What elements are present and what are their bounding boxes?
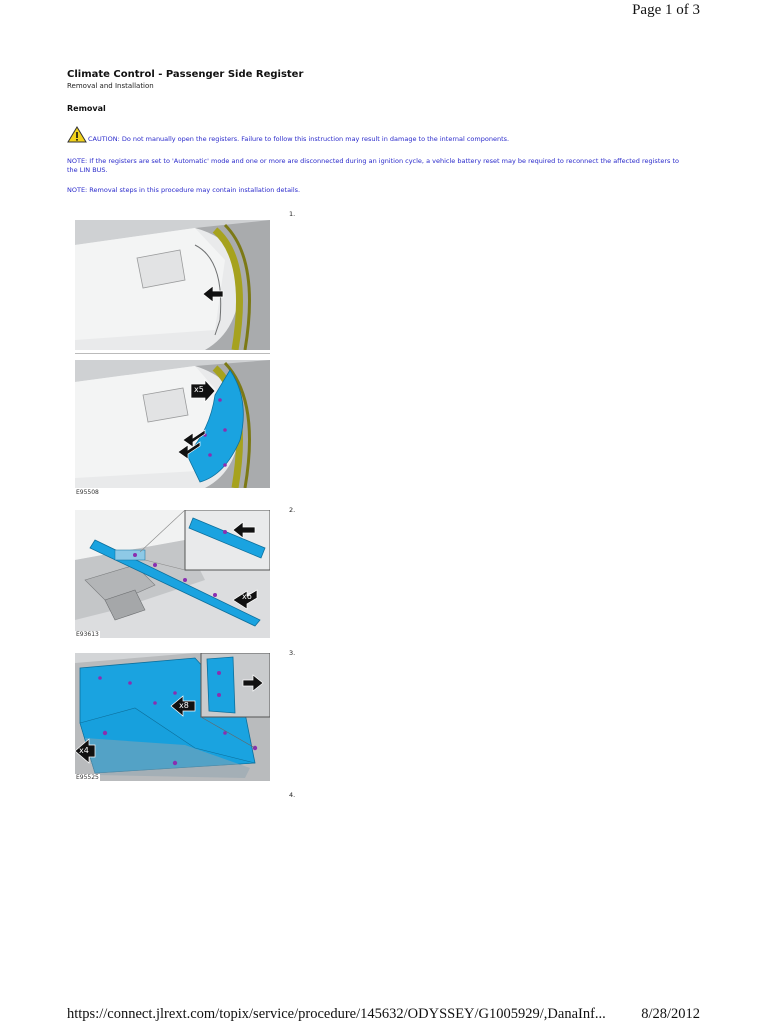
callout-label: x5 <box>194 385 204 394</box>
step-number: 4. <box>289 791 296 799</box>
note-removal-steps: NOTE: Removal steps in this procedure may contain installation details. <box>67 186 301 194</box>
page-number: Page 1 of 3 <box>632 2 700 18</box>
page-title: Climate Control - Passenger Side Register <box>67 69 304 80</box>
callout-label: x6 <box>242 592 252 601</box>
figure-code: E93613 <box>76 631 99 638</box>
section-heading: Removal <box>67 104 106 113</box>
callout-label: x4 <box>79 746 89 755</box>
figure-code: E95508 <box>76 489 99 496</box>
illustration-dash-panel <box>75 653 270 781</box>
figure-divider <box>75 353 270 354</box>
note-lin-bus: NOTE: If the registers are set to 'Automatic' mode and one or more are disconnected during an ignition cycle, a vehicle battery reset may be required to reconnect the affected registers to the LIN BUS. <box>67 157 680 174</box>
warning-icon <box>67 126 87 143</box>
callout-label: x8 <box>179 701 189 710</box>
figure-code: E95525 <box>76 774 99 781</box>
step-number: 1. <box>289 210 296 218</box>
step-number: 2. <box>289 506 296 514</box>
caution-block <box>67 126 509 143</box>
caution-text: CAUTION: Do not manually open the registers. Failure to follow this instruction may result in damage to the internal components. <box>88 135 510 143</box>
page-subtitle: Removal and Installation <box>67 82 154 90</box>
footer-date: 8/28/2012 <box>641 1006 700 1022</box>
illustration-trim-panel <box>75 510 270 638</box>
illustration-dash-side <box>75 220 270 350</box>
footer-url: https://connect.jlrext.com/topix/service/procedure/145632/ODYSSEY/G1005929/,DanaInf... <box>67 1006 606 1022</box>
step-number: 3. <box>289 649 296 657</box>
illustration-register-removal <box>75 360 270 488</box>
